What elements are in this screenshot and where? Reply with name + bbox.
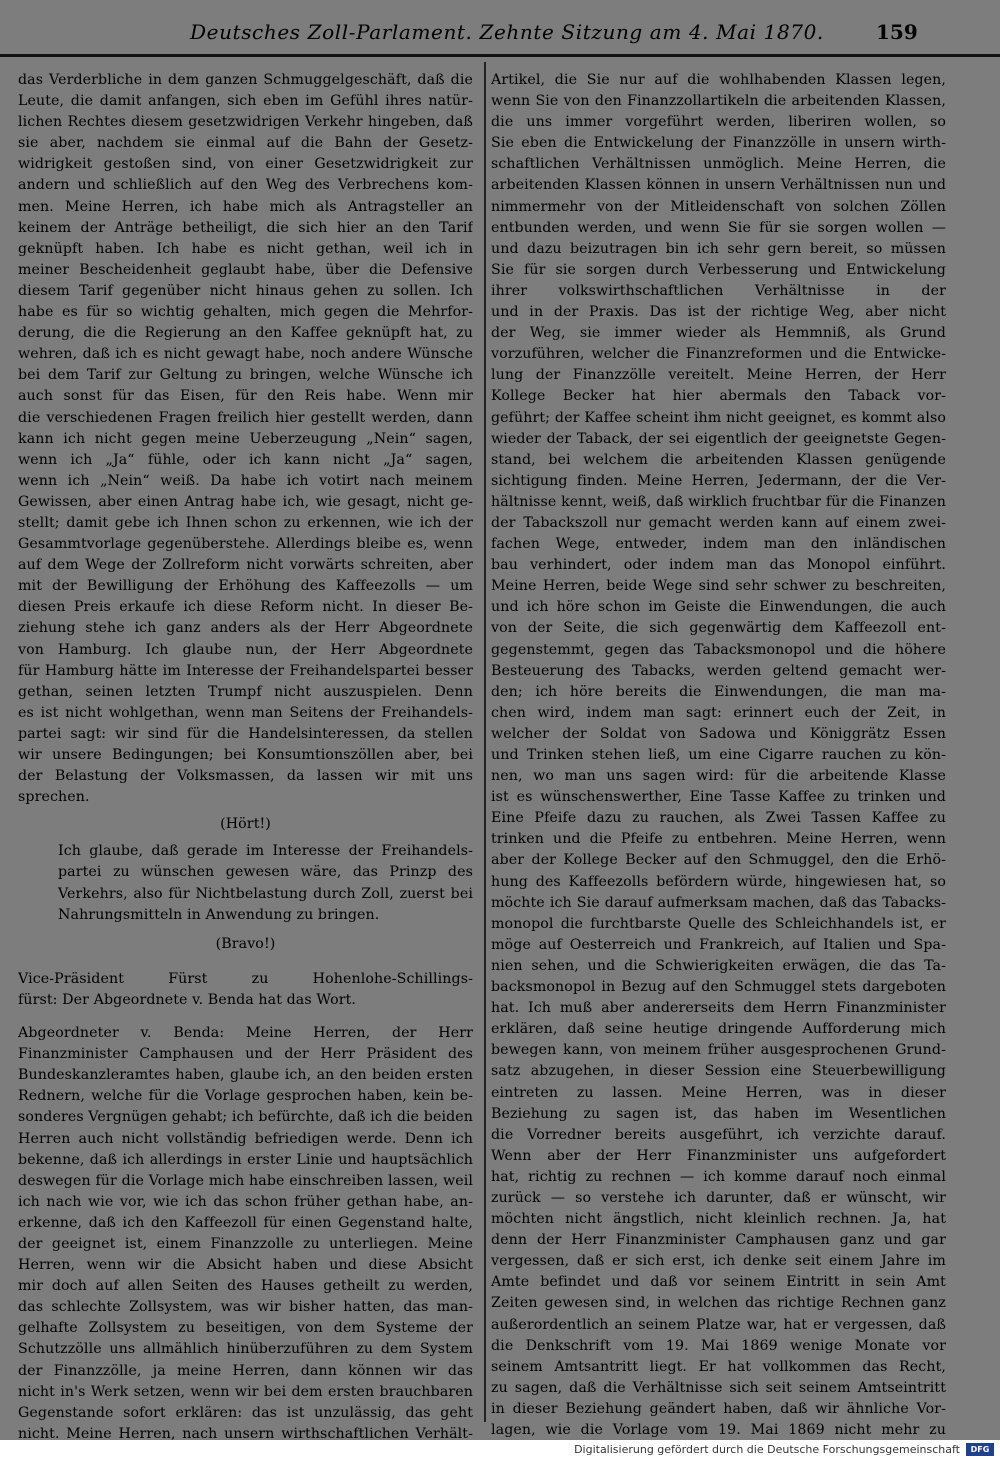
text-line: Zeiten gewesen sind, in welchen das richtige Rechnen ganz — [491, 1295, 946, 1312]
text-line: in dieser Beziehung geändert haben, daß wir ähnliche Vor- — [491, 1400, 946, 1417]
text-line: bewegen kann, von meinem früher ausgesprochenen Grund- — [491, 1042, 946, 1059]
text-line: widrigkeit gestoßen sind, von einer Gesetzwidrigkeit zur — [18, 156, 473, 173]
text-line: die uns immer vorgeführt werden, liberiren wollen, so — [491, 114, 946, 131]
text-line: wieder der Taback, der sei eigentlich der geeignetste Gegen- — [491, 430, 946, 447]
text-line: sprechen. — [18, 789, 90, 806]
header-rule — [0, 54, 1000, 57]
text-line: bau verhindert, oder indem man das Monopol einführt. — [491, 557, 946, 574]
text-line: kann ich nicht gegen meine Ueberzeugung „Nein“ sagen, — [18, 430, 473, 447]
text-line: Bundeskanzleramtes haben, glaube ich, an den beiden ersten — [18, 1067, 473, 1084]
text-line: und Trinken stehen ließ, um eine Cigarre rauchen zu kön- — [491, 747, 946, 763]
text-line: sonderes Vergnügen gehabt; ich befürchte, daß ich die beiden — [18, 1109, 473, 1126]
text-line: lung der Finanzzölle vereitelt. Meine Herren, der Herr — [491, 367, 946, 384]
text-line: derung, die die Regierung an den Kaffee geknüpft hat, zu — [18, 325, 473, 342]
text-line: auch sonst für das Eisen, für den Reis habe. Wenn mir — [18, 388, 473, 405]
text-line: fürst: Der Abgeordnete v. Benda hat das Wort. — [18, 991, 357, 1008]
text-line: hältnisse kennt, weiß, daß wirklich fruchtbar für die Finanzen — [491, 493, 946, 510]
text-line: Leute, die damit anfangen, sich eben im Gefühl ihres natür- — [18, 93, 473, 110]
text-line: Herren auch nicht vollständig befriedigen werde. Denn ich — [18, 1130, 473, 1147]
text-line: geführt; der Kaffee scheint ihm nicht geeignet, es kommt also — [491, 409, 946, 426]
dfg-logo: DFG — [966, 1443, 994, 1456]
text-line: Vice-Präsident Fürst zu Hohenlohe-Schillings- — [18, 970, 473, 987]
text-line: Meine Herren, beide Wege sind sehr schwer zu beschreiten, — [491, 578, 946, 595]
text-line: der geeignet ist, einem Finanzzolle zu unterliegen. Meine — [18, 1235, 473, 1252]
text-line: wenn ich „Nein“ weiß. Da habe ich votirt nach meinem — [18, 472, 473, 489]
text-line: Eine Pfeife dazu zu rauchen, als Zwei Tassen Kaffee zu — [491, 810, 946, 827]
text-line: backsmonopol in Bezug auf den Schmuggel stets dargeboten — [491, 979, 946, 996]
text-line: entbunden werden, und wenn Sie für sie sorgen wollen — — [491, 219, 946, 236]
text-line: meiner Bescheidenheit geglaubt habe, über die Defensive — [18, 261, 473, 278]
text-line: von der Seite, die sich gegenwärtig dem Kaffeezoll ent- — [491, 620, 946, 637]
left-column — [18, 70, 473, 1440]
text-line: Abgeordneter v. Benda: Meine Herren, der Herr — [18, 1025, 473, 1042]
text-line: mit der Bewilligung der Erhöhung des Kaffeezolls — um — [18, 578, 473, 595]
text-line: der Belastung der Volksmassen, da lassen wir mit uns — [18, 768, 473, 785]
paragraph-freihandel — [18, 841, 473, 925]
text-line: auf dem Wege der Zollreform nicht vorwärts schreiten, aber — [18, 557, 473, 574]
text-line: gelhafte Zollsystem zu beseitigen, von dem Systeme der — [18, 1320, 473, 1337]
text-line: Kollege Becker hat hier abermals den Taback vor- — [491, 388, 946, 405]
header-title: Deutsches Zoll-Parlament. Zehnte Sitzung am 4. Mai 1870. — [190, 20, 824, 44]
text-line: die verschiedenen Fragen freilich hier gestellt werden, dann — [18, 409, 473, 426]
text-line: sichtigung finden. Meine Herren, Jedermann, der die Ver- — [491, 472, 946, 489]
text-line: und in der Praxis. Das ist der richtige Weg, aber nicht — [491, 304, 946, 321]
text-line: nimmermehr von der Mitleidenschaft von solchen Zöllen — [491, 198, 946, 215]
text-line: habe es für so wichtig gehalten, mich gegen die Mehrfor- — [18, 304, 473, 321]
text-line: stellt; damit gebe ich Ihnen schon zu erkennen, wie ich der — [18, 514, 473, 531]
text-line: wenn Sie von den Finanzzollartikeln die arbeitenden Klassen, — [491, 93, 946, 110]
text-line: von Hamburg. Ich glaube nun, der Herr Abgeordnete — [18, 641, 473, 658]
interjection-hoert: (Hört!) — [220, 816, 271, 833]
paragraph-vice-president — [18, 969, 473, 1011]
text-line: ihrer volkswirthschaftlichen Verhältnisse in der — [491, 282, 946, 299]
page-number: 159 — [876, 20, 918, 44]
text-line: Gesammtvorlage gegenüberstehe. Allerdings bleibe es, wenn — [18, 536, 473, 553]
text-line: lagen, wie die Vorlage vom 19. Mai 1869 nicht mehr zu — [491, 1422, 946, 1438]
text-line: seinem Amtsantritt liegt. Er hat vollkommen das Recht, — [491, 1358, 946, 1375]
text-line: Artikel, die Sie nur auf die wohlhabenden Klassen legen, — [491, 72, 946, 88]
text-line: ich nach wie vor, wie ich das schon früher gethan habe, an- — [18, 1193, 473, 1210]
text-line: wehren, daß ich es nicht gewagt habe, noch andere Wünsche — [18, 346, 473, 363]
interjection-bravo: (Bravo!) — [215, 935, 276, 952]
text-line: außerordentlich an seinem Platze war, hat er vergessen, daß — [491, 1316, 946, 1333]
footer — [0, 1440, 1000, 1461]
text-line: Finanzminister Camphausen und der Herr Präsident des — [18, 1046, 473, 1063]
text-line: den; ich höre bereits die Einwendungen, die man ma- — [491, 683, 946, 700]
text-line: aber der Kollege Becker auf den Schmuggel, den die Erhö- — [491, 852, 946, 869]
text-line: Wenn aber der Herr Finanzminister uns aufgefordert — [491, 1147, 946, 1164]
text-line: Schutzzölle uns allmählich hinüberzuführen zu dem System — [18, 1341, 473, 1358]
text-line: schaftlichen Verhältnissen unmöglich. Meine Herren, die — [491, 156, 946, 173]
text-line: der Tabackszoll nur gemacht werden kann auf einem zwei- — [491, 514, 946, 531]
text-line: trinken und die Pfeife zu entbehren. Meine Herren, wenn — [491, 831, 946, 848]
text-line: partei zu wünschen gewesen wäre, das Prinzp des — [58, 864, 473, 881]
text-line: keinem der Anträge betheiligt, die sich hier an den Tarif — [18, 219, 473, 236]
text-line: vergessen, daß er sich erst, ich denke seit einem Jahre im — [491, 1253, 946, 1270]
text-line: welcher der Soldat von Sadowa und Königgrätz Essen — [491, 725, 946, 742]
text-line: diesem Tarif gegenüber nicht hinaus gehen zu sollen. Ich — [18, 282, 473, 299]
text-line: Verkehrs, also für Nichtbelastung durch Zoll, zuerst bei — [58, 885, 473, 902]
text-line: das schlechte Zollsystem, was wir bisher hatten, das man- — [18, 1299, 473, 1316]
text-line: arbeitenden Klassen können in unsern Verhältnissen nun und — [491, 177, 946, 194]
text-line: partei sagt: wir sind für die Handelsinteressen, da stellen — [18, 725, 473, 742]
paragraph-benda-continued — [491, 70, 946, 1440]
text-line: bei dem Tarif zur Geltung zu bringen, welche Wünsche ich — [18, 367, 473, 384]
text-line: und dazu beizutragen bin ich sehr gern bereit, so müssen — [491, 240, 946, 257]
text-line: chen wird, indem man sagt: erinnert euch der Zeit, in — [491, 704, 946, 721]
paragraph-benda-speech — [18, 1023, 473, 1440]
text-line: sie aber, nachdem sie einmal auf die Bahn der Gesetz- — [18, 135, 473, 152]
text-line: andern und schließlich auf den Weg des Verbrechens kom- — [18, 177, 473, 194]
text-line: es ist nicht wohlgethan, wenn man Seitens der Freihandels- — [18, 704, 473, 721]
text-line: erklären, daß seine heutige dringende Aufforderung mich — [491, 1021, 946, 1038]
text-line: für Hamburg hätte im Interesse der Freihandelspartei besser — [18, 662, 473, 679]
text-line: das Verderbliche in dem ganzen Schmuggelgeschäft, daß die — [18, 72, 473, 88]
text-line: fachen Wege, entweder, indem man den inländischen — [491, 536, 946, 553]
text-line: Sie eben die Entwickelung der Finanzzölle in unsern wirth- — [491, 135, 946, 152]
text-line: wenn ich „Ja“ fühle, oder ich kann nicht „Ja“ sagen, — [18, 451, 473, 468]
text-line: gethan, seinen letzten Trumpf nicht auszuspielen. Denn — [18, 683, 473, 700]
text-line: satz abzugehen, in dieser Session eine Steuerbewilligung — [491, 1063, 946, 1080]
text-line: wir unsere Bedingungen; bei Konsumtionszöllen aber, bei — [18, 747, 473, 763]
text-line: eintreten zu lassen. Meine Herren, was in dieser — [491, 1084, 946, 1101]
text-line: geknüpft haben. Ich habe es nicht gethan, weil ich in — [18, 240, 473, 257]
text-line: die Vorredner bereits ausgeführt, ich verzichte darauf. — [491, 1126, 946, 1143]
text-line: lichen Rechtes diesem gesetzwidrigen Verkehr hingeben, daß — [18, 114, 473, 131]
page-header — [0, 20, 1000, 50]
text-line: men. Meine Herren, ich habe mich als Antragsteller an — [18, 198, 473, 215]
text-line: Rednern, welche für die Vorlage gesprochen haben, kein be- — [18, 1088, 473, 1105]
text-line: der Finanzzölle, ja meine Herren, dann können wir das — [18, 1362, 473, 1379]
text-line: zurück — so verstehe ich darunter, daß er wünscht, wir — [491, 1189, 946, 1206]
text-line: Gewissen, aber einen Antrag habe ich, wie gesagt, nicht ge- — [18, 493, 473, 510]
text-line: hat. Ich muß aber andererseits dem Herrn Finanzminister — [491, 1000, 946, 1017]
text-line: hat, richtig zu rechnen — ich komme darauf noch einmal — [491, 1168, 946, 1185]
text-line: möchte ich Sie darauf aufmerksam machen, daß das Tabacks- — [491, 894, 946, 911]
text-line: Herren, wenn wir die Absicht haben und diese Absicht — [18, 1257, 473, 1274]
text-line: ziehung stehe ich ganz anders als der Herr Abgeordnete — [18, 620, 473, 637]
text-line: Ich glaube, daß gerade im Interesse der Freihandels- — [58, 843, 473, 860]
text-line: zu sagen, daß die Verhältnisse sich seit seinem Amtseintritt — [491, 1379, 946, 1396]
funding-credit: Digitalisierung gefördert durch die Deutsche Forschungsgemeinschaft — [574, 1443, 960, 1456]
text-line: nicht in's Werk setzen, wenn wir bei dem ersten brauchbaren — [18, 1383, 473, 1400]
text-line: die Denkschrift vom 19. Mai 1869 wenige Monate vor — [491, 1337, 946, 1354]
text-line: möchten nicht ängstlich, nicht kleinlich rechnen. Ja, hat — [491, 1211, 946, 1228]
text-line: diesen Preis erkaufe ich diese Reform nicht. In dieser Be- — [18, 599, 473, 616]
text-line: hung des Kaffeezolls befördern würde, hingewiesen hat, so — [491, 873, 946, 890]
text-line: Besteuerung des Tabacks, werden geltend gemacht wer- — [491, 662, 946, 679]
text-line: monopol die furchtbarste Quelle des Schleichhandels ist, er — [491, 915, 946, 932]
text-line: mir doch auf allen Seiten des Hauses getheilt zu werden, — [18, 1278, 473, 1295]
text-line: Sie für sie sorgen durch Verbesserung und Entwickelung — [491, 261, 946, 278]
text-line: stand, bei welchem die arbeitenden Klassen genügende — [491, 451, 946, 468]
text-line: Gegenstande sofort erklären: das ist unzulässig, das geht — [18, 1404, 473, 1421]
text-line: denn der Herr Finanzminister Camphausen ganz und gar — [491, 1232, 946, 1249]
column-divider — [484, 62, 486, 1422]
text-line: nen, wo man uns sagen wird: für die arbeitende Klasse — [491, 768, 946, 785]
text-line: bekenne, daß ich allerdings in erster Linie und hauptsächlich — [18, 1151, 473, 1168]
paragraph-speech-continuation — [18, 70, 473, 808]
text-line: der Weg, sie immer wieder als Hemmniß, als Grund — [491, 325, 946, 342]
text-line: vorzuführen, welcher die Finanzreformen und die Entwicke- — [491, 346, 946, 363]
right-column — [491, 70, 946, 1440]
text-line: deswegen für die Vorlage mich habe einschreiben lassen, weil — [18, 1172, 473, 1189]
text-line: erkenne, daß ich den Kaffeezoll für einen Gegenstand halte, — [18, 1214, 473, 1231]
text-line: und ich höre schon im Geiste die Einwendungen, die auch — [491, 599, 946, 616]
text-line: Amte befindet und daß vor seinem Eintritt in sein Amt — [491, 1274, 946, 1291]
text-line: Beziehung zu sagen ist, das haben im Wesentlichen — [491, 1105, 946, 1122]
text-line: ist es wünschenswerther, Eine Tasse Kaffee zu trinken und — [491, 789, 946, 806]
text-line: nicht. Meine Herren, nach unsern wirthschaftlichen Verhält- — [18, 1425, 473, 1440]
text-line: möge auf Oesterreich und Frankreich, auf Italien und Spa- — [491, 936, 946, 953]
text-line: Nahrungsmitteln in Anwendung zu bringen. — [58, 906, 380, 923]
text-line: gegenstemmt, gegen das Tabacksmonopol und die höhere — [491, 641, 946, 658]
text-line: nien sehen, und die Schwierigkeiten erwägen, die das Ta- — [491, 957, 946, 974]
